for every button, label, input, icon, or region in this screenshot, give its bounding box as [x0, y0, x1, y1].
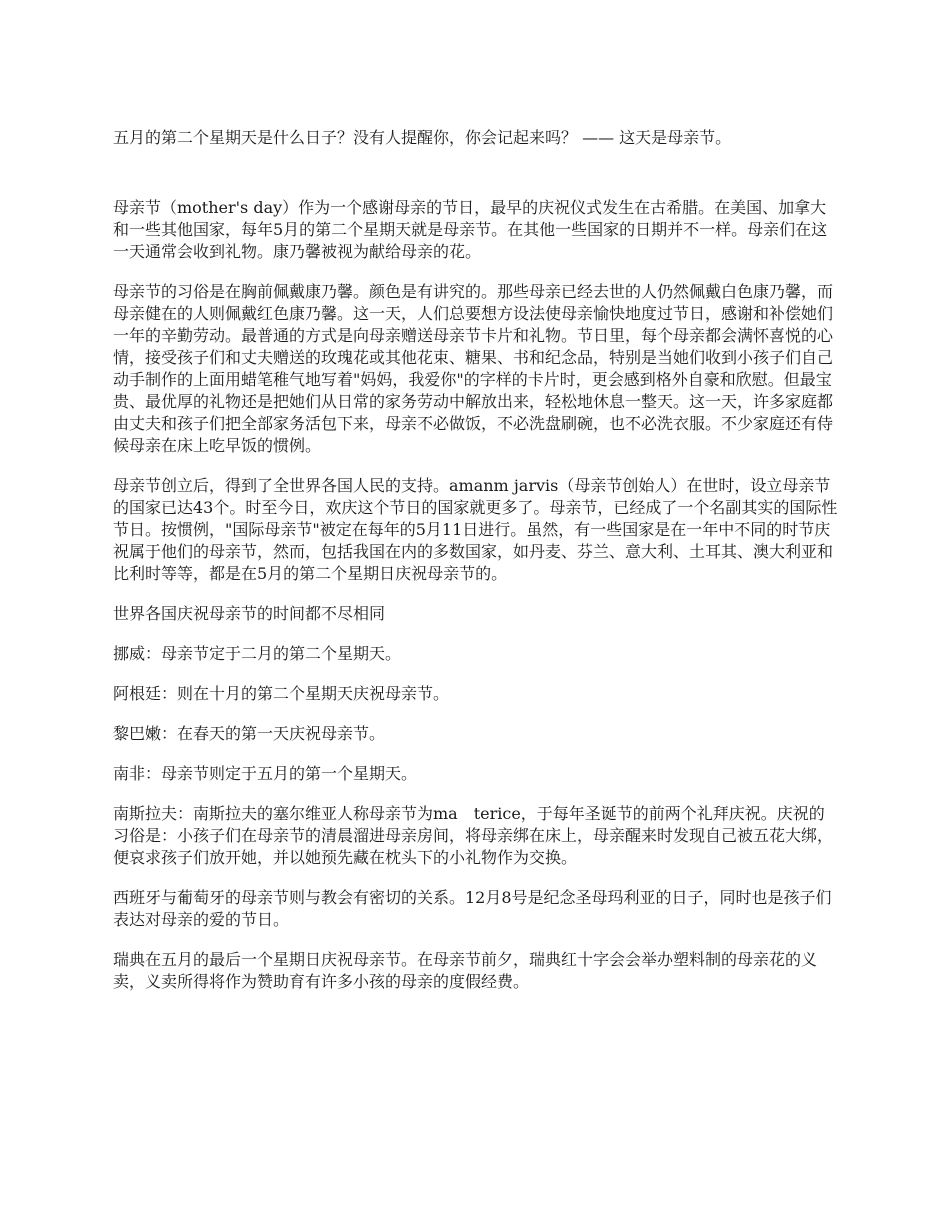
- paragraph-spain-portugal: 西班牙与葡萄牙的母亲节则与教会有密切的关系。12月8号是纪念圣母玛利亚的日子，同时也是孩子们表达对母亲的爱的节日。: [113, 888, 832, 929]
- paragraph-south-africa: 南非：母亲节则定于五月的第一个星期天。: [113, 764, 418, 783]
- paragraph-world-heading: 世界各国庆祝母亲节的时间都不尽相同: [113, 604, 386, 623]
- paragraph-intro: 五月的第二个星期天是什么日子？没有人提醒你，你会记起来吗？ —— 这天是母亲节。: [113, 128, 732, 147]
- paragraph-origin: 母亲节（mother's day）作为一个感谢母亲的节日，最早的庆祝仪式发生在古希腊。在美国、加拿大和一些其他国家，每年5月的第二个星期天就是母亲节。在其他一些国家的日期并不一样。母亲们在这一天通常会收到礼物。康乃馨被视为献给母亲的花。: [113, 198, 828, 261]
- paragraph-yugoslavia: 南斯拉夫：南斯拉夫的塞尔维亚人称母亲节为ma terice，于每年圣诞节的前两个礼拜庆祝。庆祝的习俗是：小孩子们在母亲节的清晨溜进母亲房间，将母亲绑在床上，母亲醒来时发现自己被五花大绑，便哀求孩子们放开她，并以她预先藏在枕头下的小礼物作为交换。: [113, 804, 834, 867]
- paragraph-lebanon: 黎巴嫩：在春天的第一天庆祝母亲节。: [113, 724, 386, 743]
- paragraph-norway: 挪威：母亲节定于二月的第二个星期天。: [113, 644, 402, 663]
- paragraph-customs: 母亲节的习俗是在胸前佩戴康乃馨。颜色是有讲究的。那些母亲已经去世的人仍然佩戴白色康乃馨，而母亲健在的人则佩戴红色康乃馨。这一天，人们总要想方设法使母亲愉快地度过节日，感谢和补偿她们一年的辛勤劳动。最普通的方式是向母亲赠送母亲节卡片和礼物。节日里，每个母亲都会满怀喜悦的心情，接受孩子们和丈夫赠送的玫瑰花或其他花束、糖果、书和纪念品，特别是当她们收到小孩子们自己动手制作的上面用蜡笔稚气地写着"妈妈，我爱你"的字样的卡片时，更会感到格外自豪和欣慰。但最宝贵、最优厚的礼物还是把她们从日常的家务劳动中解放出来，轻松地休息一整天。这一天，许多家庭都由丈夫和孩子们把全部家务活包下来，母亲不必做饭，不必洗盘刷碗，也不必洗衣服。不少家庭还有侍候母亲在床上吃早饭的惯例。: [113, 282, 834, 455]
- paragraph-history: 母亲节创立后，得到了全世界各国人民的支持。amanm jarvis（母亲节创始人）在世时，设立母亲节的国家已达43个。时至今日，欢庆这个节日的国家就更多了。母亲节，已经成了一个名副其实的国际性节日。按惯例，"国际母亲节"被定在每年的5月11日进行。虽然，有一些国家是在一年中不同的时节庆祝属于他们的母亲节，然而，包括我国在内的多数国家，如丹麦、芬兰、意大利、土耳其、澳大利亚和比利时等等，都是在5月的第二个星期日庆祝母亲节的。: [113, 476, 838, 583]
- document-page: [113, 127, 840, 1011]
- paragraph-argentina: 阿根廷：则在十月的第二个星期天庆祝母亲节。: [113, 684, 450, 703]
- paragraph-sweden: 瑞典在五月的最后一个星期日庆祝母亲节。在母亲节前夕，瑞典红十字会会举办塑料制的母亲花的义卖，义卖所得将作为赞助育有许多小孩的母亲的度假经费。: [113, 950, 818, 991]
